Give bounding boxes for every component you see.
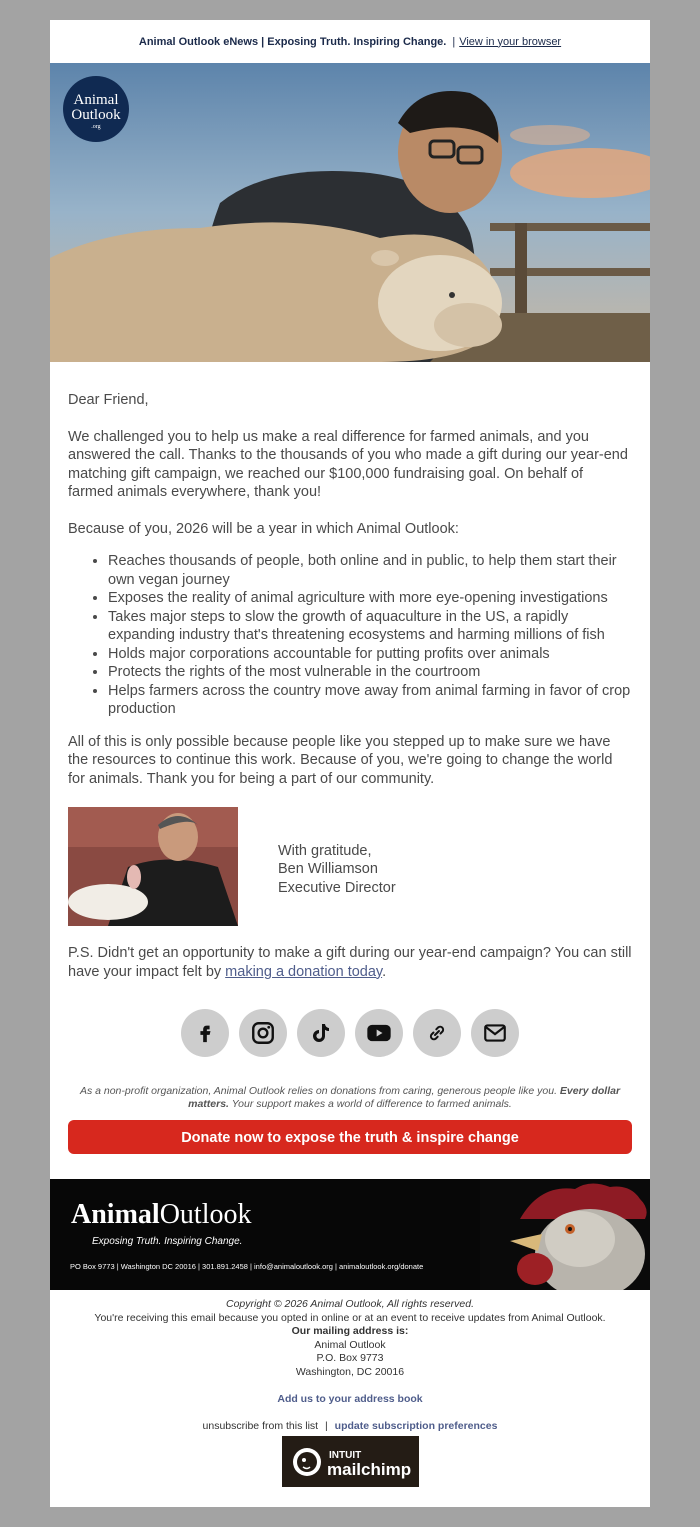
tiktok-icon[interactable] [297,1009,345,1057]
preheader [50,20,650,63]
mailchimp-logo-icon [282,1436,419,1487]
paragraph-1: We challenged you to help us make a real difference for farmed animals, and you answered the call. Thanks to the thousands of you who made a gift during our year-end matching gift campaign, we reached our $100,000 fundraising goal. On behalf of farmed animals everywhere, thank you! [68,428,628,500]
link-icon[interactable] [413,1009,461,1057]
list-item: • Takes major steps to slow the growth of aquaculture in the US, a rapidly expanding industry that's threatening ecosystems and harming millions of fish [108,608,632,645]
signature-block [68,807,632,926]
list-item: • Protects the rights of the most vulnerable in the courtroom [108,663,632,682]
opt-in-reason: You're receiving this email because you opted in online or at an event to receive updates from Animal Outlook. [94,1311,606,1324]
list-item: • Exposes the reality of animal agriculture with more eye-opening investigations [108,589,632,608]
unsubscribe-link[interactable]: unsubscribe from this list [202,1419,319,1432]
logo-line-1: Animal [73,92,119,108]
signature-text [278,842,396,898]
social-links [50,1009,650,1057]
banner-address: PO Box 9773 | Washington DC 20016 | 301.891.2458 | info@animaloutlook.org | animaloutlook.org/donate [70,1262,424,1271]
footer-legal [50,1298,650,1492]
paragraph-2: Because of you, 2026 will be a year in which Animal Outlook: [68,520,459,537]
banner-brand-bold: Animal [71,1199,160,1230]
banner-tagline: Exposing Truth. Inspiring Change. [92,1236,243,1247]
email-container [50,20,650,1507]
mailing-po: P.O. Box 9773 [316,1352,384,1364]
closing: With gratitude, [278,842,372,859]
mailchimp-wordmark-text: mailchimp [326,1460,411,1479]
ps-end: . [382,963,387,980]
mailing-org: Animal Outlook [314,1338,386,1351]
donate-button[interactable]: Donate now to expose the truth & inspire change [68,1120,632,1154]
signer-title: Executive Director [278,879,396,896]
youtube-icon[interactable] [355,1009,403,1057]
list-item: • Helps farmers across the country move away from animal farming in favor of crop production [108,682,632,719]
preheader-tagline: Animal Outlook eNews | Exposing Truth. Inspiring Change. [138,35,447,48]
mailing-city: Washington, DC 20016 [295,1365,405,1378]
facebook-icon[interactable] [181,1009,229,1057]
note-text-2: Your support makes a world of difference to farmed animals. [228,1098,512,1110]
mailchimp-intuit-text: INTUIT [328,1450,361,1461]
banner-brand [71,1199,251,1231]
list-item: • Holds major corporations accountable for putting profits over animals [108,645,632,664]
director-photo [68,807,238,926]
note-bold: Every dollar matters. [188,1085,621,1110]
ps-text: P.S. Didn't get an opportunity to make a gift during our year-end campaign? You can still have your impact felt by [68,945,632,980]
nonprofit-note [66,1085,634,1111]
postscript [68,944,632,981]
greeting: Dear Friend, [68,392,149,408]
copyright: Copyright © 2026 Animal Outlook, All rights reserved. [226,1298,474,1310]
note-text-1: As a non-profit organization, Animal Outlook relies on donations from caring, generous people like you. [79,1085,560,1097]
list-item: • Reaches thousands of people, both online and in public, to help them start their own vegan journey [108,552,632,589]
preheader-separator: | [452,35,456,48]
view-in-browser-link[interactable]: View in your browser [459,35,562,48]
director-photo-illustration [68,807,238,926]
signer-name: Ben Williamson [278,861,378,878]
letter-body [50,391,650,981]
logo-line-3: .org [91,124,101,130]
banner-brand-light: Outlook [159,1199,252,1230]
animal-outlook-logo[interactable] [63,76,129,142]
email-icon[interactable] [471,1009,519,1057]
instagram-icon[interactable] [239,1009,287,1057]
mailing-heading: Our mailing address is: [291,1325,409,1337]
hero-image [50,63,650,362]
footer-banner [50,1179,650,1290]
mailchimp-badge[interactable] [282,1436,419,1487]
paragraph-3: All of this is only possible because people like you stepped up to make sure we have the resources to continue this work. Because of you, we're going to change the world for animals. Thank you for being a part of our community. [68,733,613,787]
logo-line-2: Outlook [71,107,121,123]
update-preferences-link[interactable]: update subscription preferences [334,1419,498,1432]
donation-link[interactable]: making a donation today [225,963,383,980]
hero-photo-illustration [50,63,650,362]
rooster-illustration [480,1179,650,1290]
footer-separator: | [325,1419,328,1432]
impact-list [68,552,632,719]
add-to-address-book-link[interactable]: Add us to your address book [277,1393,423,1405]
